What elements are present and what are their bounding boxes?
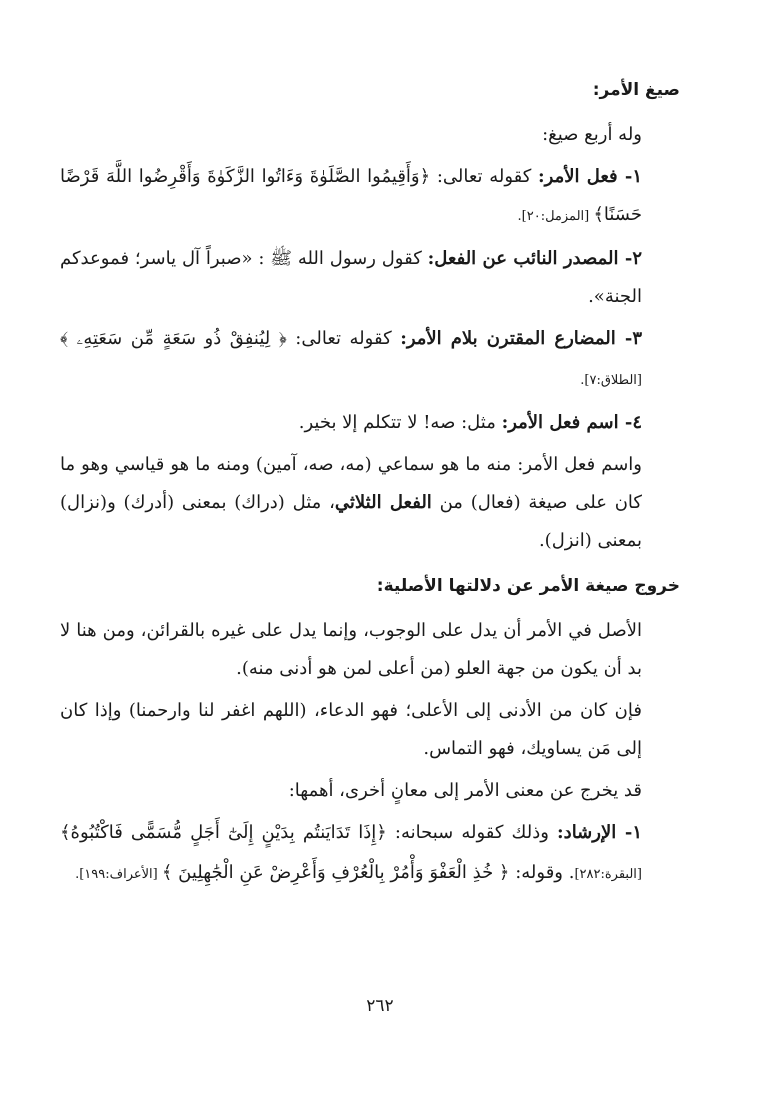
verse-reference: [الطلاق:٧]. [580, 373, 642, 388]
quran-verse: ﴿ خُذِ الْعَفْوَ وَأْمُرْ بِالْعُرْفِ وَأَعْرِضْ عَنِ الْجَٰهِلِينَ ﴾ [161, 862, 510, 883]
paragraph-text: واسم فعل الأمر: منه ما هو سماعي (مه، صه، آمين) ومنه ما هو قياسي وهو ما كان على صيغة (فعال) من [60, 454, 642, 513]
paragraph-qad: قد يخرج عن معنى الأمر إلى معانٍ أخرى، أهمها: [288, 780, 642, 801]
item-mudari [60, 320, 680, 400]
paragraph-text: ، مثل (دراك) بمعنى (أدرك) و(نزال) بمعنى (انزل). [60, 492, 642, 551]
quran-verse: ﴿ لِيُنفِقْ ذُو سَعَةٍ مِّن سَعَتِهِۦ ﴾ [60, 328, 287, 349]
item-ism-fil [60, 404, 680, 442]
item-text: مثل: صه! لا تتكلم إلا بخير. [298, 412, 502, 433]
item-text: كقول رسول الله ﷺ : «صبراً آل ياسر؛ فموعدكم الجنة». [60, 248, 642, 307]
item-label: ١- الإرشاد: [557, 822, 643, 843]
item-text: . وقوله: [509, 862, 575, 883]
verse-reference: [المزمل:٢٠]. [517, 209, 594, 224]
item-text: كقوله تعالى: [286, 328, 401, 349]
paragraph-bold-text: الفعل الثلاثي [334, 492, 432, 513]
item-text: وذلك كقوله سبحانه: [386, 822, 558, 843]
item-text: كقوله تعالى: [430, 166, 539, 187]
item-fil-al-amr [60, 158, 680, 236]
item-irshad [60, 814, 680, 894]
section-title-amr-forms: صيغ الأمر: [592, 80, 680, 100]
intro-paragraph: وله أربع صيغ: [542, 124, 642, 145]
item-label: ١- فعل الأمر: [538, 166, 642, 187]
paragraph-fain: فإن كان من الأدنى إلى الأعلى؛ فهو الدعاء، (اللهم اغفر لنا وارحمنا) وإذا كان إلى مَن يساويك، فهو التماس. [60, 700, 642, 759]
verse-reference: [الأعراف:١٩٩]. [75, 867, 162, 882]
paragraph-ism-fil-types [60, 446, 680, 560]
section-title-deviation: خروج صيغة الأمر عن دلالتها الأصلية: [376, 576, 680, 596]
quran-verse: ﴿وَأَقِيمُوا الصَّلَوٰةَ وَءَاتُوا الزَّكَوٰةَ وَأَقْرِضُوا اللَّهَ قَرْضًا حَسَنًا﴾ [60, 166, 642, 225]
item-masdar [60, 240, 680, 316]
quran-verse: ﴿إِذَا تَدَايَنتُم بِدَيْنٍ إِلَىٰٓ أَجَلٍ مُّسَمًّى فَاكْتُبُوهُ﴾ [60, 822, 387, 843]
item-label: ٢- المصدر النائب عن الفعل: [427, 248, 642, 269]
paragraph-asl: الأصل في الأمر أن يدل على الوجوب، وإنما يدل على غيره بالقرائن، ومن هنا لا بد أن يكون من جهة العلو (من أعلى لمن هو أدنى منه). [60, 620, 642, 679]
page-content [60, 70, 680, 898]
item-label: ٣- المضارع المقترن بلام الأمر: [400, 328, 642, 349]
verse-reference: [البقرة:٢٨٢] [574, 867, 642, 882]
page-number: ٢٦٢ [366, 996, 394, 1016]
item-label: ٤- اسم فعل الأمر: [501, 412, 642, 433]
